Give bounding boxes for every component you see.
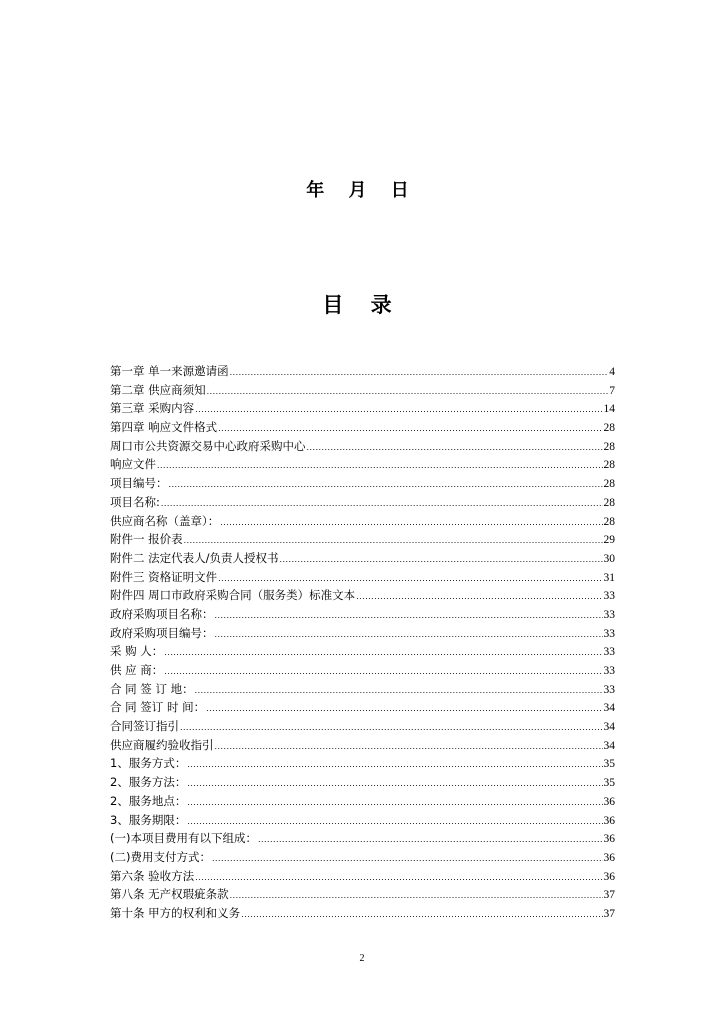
toc-dot-leader (218, 569, 602, 588)
toc-entry-page: 31 (603, 571, 615, 584)
toc-dot-leader (206, 699, 602, 718)
toc-entry[interactable] (110, 549, 615, 568)
toc-entry-page: 29 (603, 534, 615, 547)
toc-entry-label: 第二章 供应商须知 (110, 382, 206, 397)
toc-dot-leader (207, 382, 609, 401)
toc-entry-page: 28 (603, 459, 615, 472)
toc-entry-page: 30 (603, 552, 615, 565)
toc-entry[interactable] (110, 848, 615, 867)
toc-entry-page: 28 (603, 440, 615, 453)
toc-entry[interactable] (110, 680, 615, 699)
toc-dot-leader (230, 363, 609, 382)
toc-dot-leader (195, 868, 602, 887)
toc-dot-leader (187, 812, 602, 831)
toc-entry-label: 2、服务地点： (110, 793, 187, 808)
toc-entry-label: 第八条 无产权瑕疵条款 (110, 887, 229, 902)
toc-dot-leader (180, 718, 603, 737)
toc-entry-label: 采 购 人： (110, 644, 164, 659)
toc-entry-label: 3、服务期限： (110, 812, 187, 827)
toc-entry-label: 第十条 甲方的权利和义务 (110, 905, 241, 920)
toc-entry-page: 34 (603, 721, 615, 734)
toc-dot-leader (184, 531, 603, 550)
toc-dot-leader (215, 625, 603, 644)
toc-dot-leader (307, 438, 603, 457)
toc-dot-leader (157, 456, 603, 475)
toc-dot-leader (187, 774, 602, 793)
toc-entry-label: 政府采购项目编号： (110, 625, 214, 640)
toc-entry-page: 35 (603, 758, 615, 771)
toc-entry-page: 34 (603, 702, 615, 715)
toc-dot-leader (169, 475, 603, 494)
toc-entry-page: 7 (609, 384, 615, 397)
toc-dot-leader (356, 587, 602, 606)
toc-entry[interactable] (110, 754, 615, 773)
toc-dot-leader (187, 755, 602, 774)
toc-entry-page: 35 (603, 777, 615, 790)
toc-entry[interactable] (110, 493, 615, 512)
toc-entry-page: 28 (603, 496, 615, 509)
toc-dot-leader (220, 513, 602, 532)
toc-entry-label: 合 同 签 订 地： (110, 681, 194, 696)
toc-entry-label: 响应文件 (110, 457, 156, 472)
toc-entry-label: 项目编号： (110, 476, 168, 491)
toc-entry[interactable] (110, 717, 615, 736)
toc-entry[interactable] (110, 399, 615, 418)
toc-entry[interactable] (110, 885, 615, 904)
toc-entry[interactable] (110, 474, 615, 493)
toc-entry[interactable] (110, 530, 615, 549)
toc-entry[interactable] (110, 904, 615, 923)
toc-dot-leader (215, 606, 603, 625)
toc-entry[interactable] (110, 811, 615, 830)
toc-entry[interactable] (110, 437, 615, 456)
toc-entry-label: (二)费用支付方式： (110, 849, 211, 864)
toc-entry[interactable] (110, 773, 615, 792)
toc-entry[interactable] (110, 792, 615, 811)
table-of-contents (110, 362, 615, 923)
toc-entry[interactable] (110, 512, 615, 531)
toc-dot-leader (187, 793, 602, 812)
toc-dot-leader (218, 419, 602, 438)
toc-entry-label: 第一章 单一来源邀请函 (110, 364, 229, 378)
toc-entry[interactable] (110, 605, 615, 624)
toc-entry[interactable] (110, 455, 615, 474)
toc-entry-label: 供应商履约验收指引 (110, 737, 214, 752)
date-line: 年 月 日 (306, 180, 418, 201)
toc-entry-page: 14 (603, 403, 615, 416)
toc-entry-page: 36 (603, 833, 615, 846)
toc-entry[interactable] (110, 661, 615, 680)
toc-entry-page: 28 (603, 422, 615, 435)
toc-entry-page: 36 (603, 870, 615, 883)
toc-entry-label: 政府采购项目名称： (110, 606, 214, 621)
toc-entry[interactable] (110, 642, 615, 661)
toc-entry-label: 2、服务方法： (110, 775, 187, 790)
toc-entry[interactable] (110, 829, 615, 848)
toc-entry[interactable] (110, 418, 615, 437)
toc-entry-label: 周口市公共资源交易中心政府采购中心 (110, 438, 306, 453)
toc-entry-page: 33 (603, 646, 615, 659)
toc-dot-leader (164, 662, 602, 681)
toc-entry-page: 33 (603, 683, 615, 696)
toc-entry-label: 项目名称: (110, 494, 160, 509)
toc-entry[interactable] (110, 867, 615, 886)
toc-entry-label: 第四章 响应文件格式 (110, 420, 218, 435)
toc-entry[interactable] (110, 736, 615, 755)
toc-entry-label: 供 应 商： (110, 663, 164, 677)
toc-dot-leader (215, 737, 603, 756)
toc-dot-leader (241, 905, 602, 924)
toc-entry-page: 33 (603, 627, 615, 640)
toc-entry[interactable] (110, 698, 615, 717)
toc-entry-label: 附件二 法定代表人/负责人授权书 (110, 550, 279, 565)
toc-entry-page: 37 (603, 889, 615, 902)
toc-entry-page: 36 (603, 795, 615, 808)
toc-dot-leader (164, 643, 602, 662)
toc-entry-label: 附件三 资格证明文件 (110, 569, 218, 584)
toc-dot-leader (258, 830, 603, 849)
toc-entry-page: 37 (603, 907, 615, 920)
toc-entry-page: 28 (603, 515, 615, 528)
toc-dot-leader (161, 494, 603, 513)
toc-entry[interactable] (110, 586, 615, 605)
toc-entry-page: 33 (603, 665, 615, 677)
toc-dot-leader (195, 681, 603, 700)
toc-entry-label: 合 同 签订 时 间： (110, 700, 206, 715)
toc-title: 目 录 (322, 293, 402, 317)
toc-entry-label: 附件一 报价表 (110, 532, 183, 547)
toc-entry-label: 第六条 验收方法 (110, 868, 195, 883)
toc-entry-page: 36 (603, 851, 615, 864)
toc-entry-page: 34 (603, 739, 615, 752)
toc-entry-label: 1、服务方式： (110, 756, 187, 771)
toc-dot-leader (195, 400, 602, 419)
toc-entry[interactable] (110, 381, 615, 400)
toc-entry-page: 36 (603, 814, 615, 827)
toc-entry-page: 4 (609, 366, 615, 378)
toc-entry-label: 第三章 采购内容 (110, 401, 195, 416)
toc-dot-leader (280, 550, 603, 569)
toc-dot-leader (212, 849, 603, 868)
toc-entry-label: 合同签订指引 (110, 719, 179, 734)
toc-entry-page: 33 (603, 590, 615, 603)
toc-entry[interactable] (110, 624, 615, 643)
toc-entry-page: 33 (603, 608, 615, 621)
toc-entry-page: 28 (603, 478, 615, 491)
toc-entry-label: (一)本项目费用有以下组成： (110, 831, 257, 846)
toc-entry-label: 供应商名称（盖章）： (110, 513, 220, 528)
page-number: 2 (359, 953, 365, 964)
toc-entry[interactable] (110, 362, 615, 381)
toc-entry[interactable] (110, 568, 615, 587)
toc-entry-label: 附件四 周口市政府采购合同（服务类）标准文本 (110, 588, 356, 603)
toc-dot-leader (230, 886, 603, 905)
